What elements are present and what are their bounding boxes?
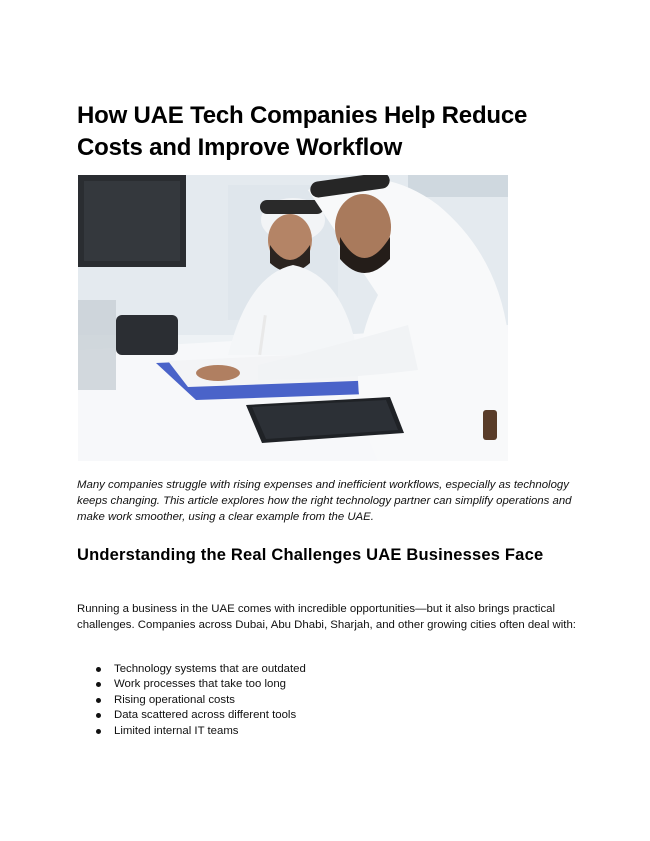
list-item <box>96 693 306 708</box>
bullet-icon <box>96 713 101 718</box>
bullet-icon <box>96 698 101 703</box>
page-title: How UAE Tech Companies Help Reduce Costs and Improve Workflow <box>77 102 528 161</box>
section-paragraph: Running a business in the UAE comes with incredible opportunities—but it also brings practical challenges. Companies across Dubai, Abu Dhabi, Sharjah, and other growing cities often deal with: <box>77 603 576 631</box>
intro-paragraph: Many companies struggle with rising expenses and inefficient workflows, especially as technology keeps changing. This article explores how the right technology partner can simplify operations and make work smoother, using a clear example from the UAE. <box>77 479 572 523</box>
section-heading: Understanding the Real Challenges UAE Businesses Face <box>77 546 544 564</box>
list-item-text: Work processes that take too long <box>114 678 287 691</box>
bullet-icon <box>96 667 101 672</box>
list-item <box>96 677 306 692</box>
list-item <box>96 708 306 723</box>
list-item-text: Data scattered across different tools <box>114 709 297 722</box>
list-item <box>96 662 306 677</box>
bullet-icon <box>96 682 101 687</box>
bullet-icon <box>96 729 101 734</box>
list-item-text: Rising operational costs <box>114 693 235 706</box>
list-item <box>96 724 306 739</box>
hero-image <box>78 175 508 461</box>
list-item-text: Technology systems that are outdated <box>114 663 306 675</box>
challenges-list <box>96 662 306 739</box>
photo-image-icon <box>78 175 508 461</box>
list-item-text: Limited internal IT teams <box>114 724 239 737</box>
